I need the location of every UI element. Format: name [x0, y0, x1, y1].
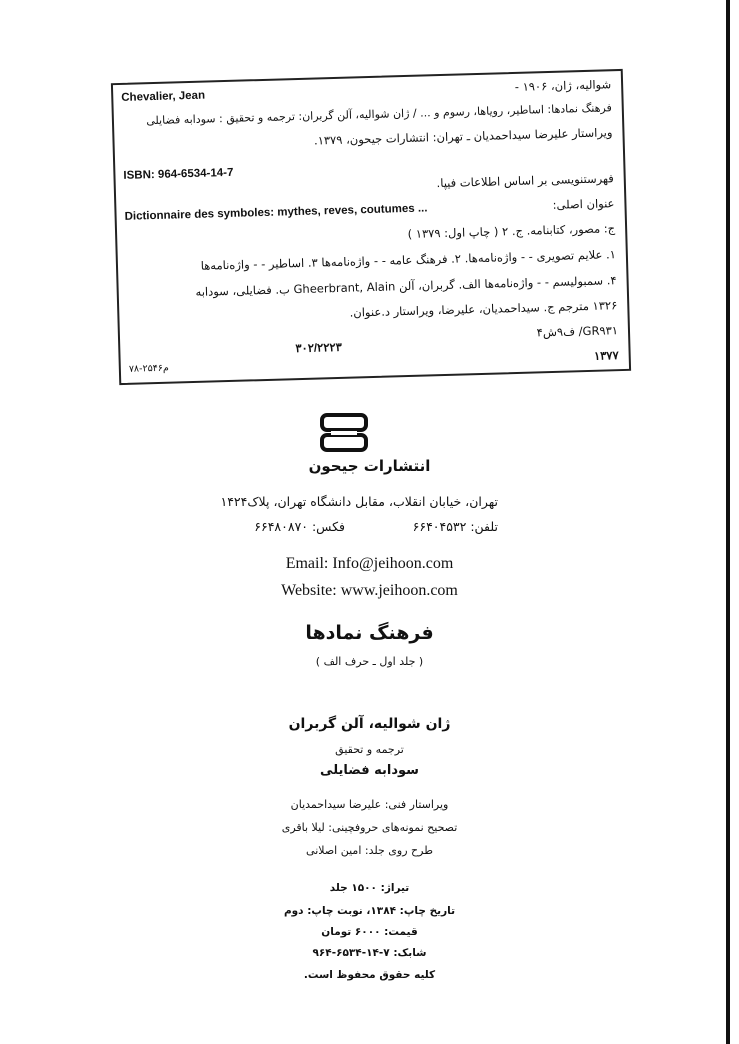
card-subjects-2: ۴. سمبولیسم - - واژه‌نامه‌ها الف. گربران، آلن Gheerbrant, Alain ب. فضایلی، سودابه: [195, 273, 617, 299]
card-physical: ج: مصور، کتابنامه. ج. ۲ ( چاپ اول: ۱۳۷۹ ): [407, 221, 616, 241]
publisher-website: Website: www.jeihoon.com: [281, 582, 458, 599]
card-original-title: Dictionnaire des symboles: mythes, reves, coutumes ...: [124, 202, 428, 223]
card-subjects-1: ۱. علایم تصویری - - واژه‌نامه‌ها. ۲. فرهنگ عامه - - واژه‌نامه‌ها ۳. اساطیر - - واژه‌نامه‌ها: [200, 247, 617, 273]
card-dewey: ۳۰۲/۲۲۲۳: [295, 341, 342, 356]
price: قیمت: ۶۰۰۰ تومان: [321, 926, 418, 938]
print-date: تاریخ چاپ: ۱۳۸۴، نوبت چاپ: دوم: [283, 905, 456, 917]
publisher-fax: فکس: ۶۶۴۸۰۸۷۰: [254, 519, 345, 534]
card-isbn: ISBN: 964-6534-14-7: [123, 166, 234, 182]
cover-designer: طرح روی جلد: امین اصلانی: [306, 844, 433, 857]
book-authors: ژان شوالیه، آلن گربران: [288, 716, 451, 732]
card-author-fa: شوالیه، ژان، ۱۹۰۶ -: [514, 77, 612, 94]
card-fipa-note: فهرستنویسی بر اساس اطلاعات فیپا.: [436, 171, 614, 191]
publisher-phone: تلفن: ۶۶۴۰۴۵۳۲: [412, 519, 498, 534]
imprint-isbn: شابک: ۷-۱۴-۶۵۳۴-۹۶۴: [312, 947, 427, 959]
rights-notice: کلیه حقوق محفوظ است.: [303, 969, 436, 981]
publisher-address: تهران، خیابان انقلاب، مقابل دانشگاه تهران، پلاک۱۴۲۴: [220, 494, 498, 509]
book-title: فرهنگ نمادها: [305, 622, 434, 644]
book-volume: ( جلد اول ـ حرف الف ): [315, 655, 424, 668]
card-call-number: ۴ف۹ش /GR۹۳۱: [536, 323, 619, 340]
card-original-title-label: عنوان اصلی:: [552, 196, 615, 212]
translation-label: ترجمه و تحقیق: [335, 743, 404, 756]
proofreader: تصحیح نمونه‌های حروفچینی: لیلا باقری: [281, 821, 458, 834]
translator-name: سودابه فضایلی: [320, 763, 419, 778]
card-title-line: فرهنگ نمادها: اساطیر، رویاها، رسوم و ... / ژان شوالیه، آلن گربران: ترجمه و تحقیق : سودابه فضایلی: [146, 101, 612, 128]
catalog-card: [111, 69, 631, 385]
print-run: تیراژ: ۱۵۰۰ جلد: [329, 882, 410, 894]
card-library-no: م۲۵۴۶-۷۸: [128, 362, 169, 375]
card-year: ۱۳۷۷: [593, 350, 619, 363]
publisher-name: انتشارات جیحون: [308, 457, 431, 475]
tech-editor: ویراستار فنی: علیرضا سیداحمدیان: [290, 798, 449, 811]
card-subjects-3: ۱۳۲۶ مترجم ج. سیداحمدیان، علیرضا، ویراستار د.عنوان.: [349, 298, 618, 320]
publisher-email: Email: Info@jeihoon.com: [285, 555, 454, 572]
card-author-latin: Chevalier, Jean: [121, 89, 206, 104]
jeihoon-logo-icon: [319, 413, 369, 453]
card-editor-line: ویراستار علیرضا سیداحمدیان ـ تهران: انتشارات جیحون، ۱۳۷۹.: [313, 125, 613, 148]
